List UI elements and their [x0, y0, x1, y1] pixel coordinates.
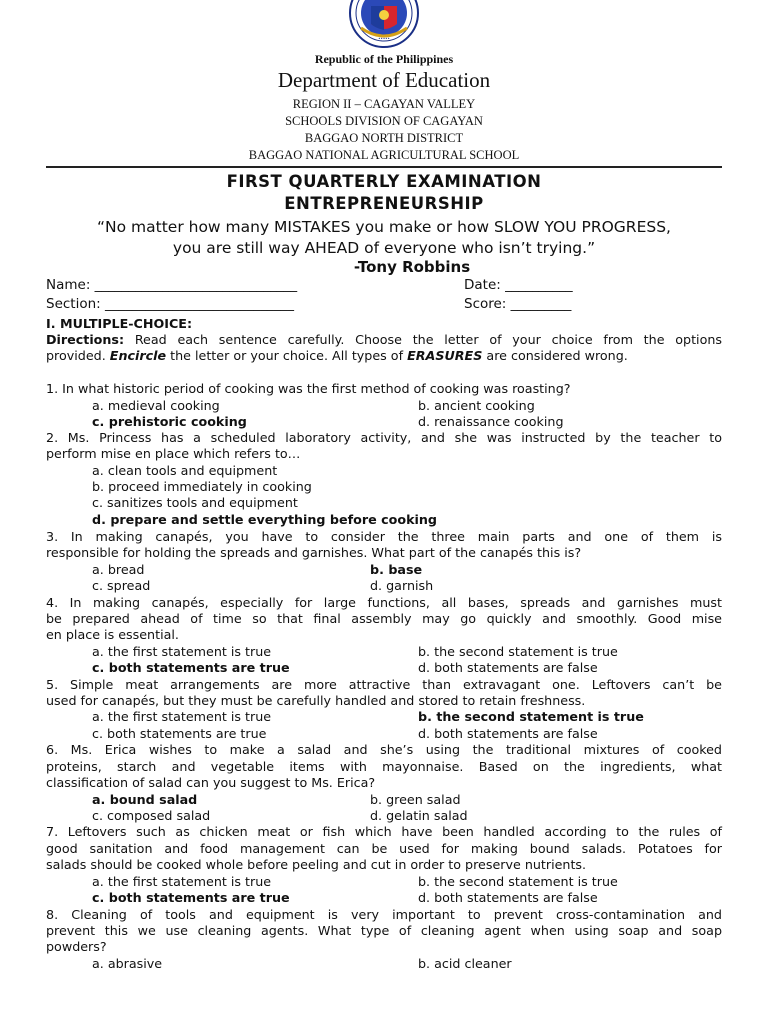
- directions-line-2: provided. Encircle the letter or your choice. All types of ERASURES are considered wrong.: [46, 348, 628, 363]
- question-6-stem-line-1: 6. Ms. Erica wishes to make a salad and she’s using the traditional mixtures of cooked: [46, 742, 722, 757]
- division-label: SCHOOLS DIVISION OF CAGAYAN: [285, 114, 483, 128]
- question-6-stem-line-2: proteins, starch and vegetable items with mayonnaise. Based on the ingredients, what: [46, 759, 722, 774]
- header-divider: [46, 166, 722, 168]
- question-4-stem-line-2: be prepared ahead of time so that final assembly may go quickly and smoothly. Good mise: [46, 611, 722, 626]
- question-5-stem-line-2: used for canapés, but they must be carefully handled and stored to retain freshness.: [46, 693, 586, 708]
- deped-seal-logo: [349, 0, 419, 48]
- q8-option-a[interactable]: a. abrasive: [92, 956, 163, 971]
- department-title: Department of Education: [277, 68, 491, 92]
- directions-line-1: Directions: Read each sentence carefully. Choose the letter of your choice from the options: [46, 332, 722, 347]
- question-4-stem-line-3: en place is essential.: [46, 627, 179, 642]
- date-field[interactable]: Date: __________: [464, 277, 573, 293]
- svg-text:•••••: •••••: [378, 36, 390, 41]
- section-heading: I. MULTIPLE-CHOICE:: [46, 316, 193, 331]
- region-label: REGION II – CAGAYAN VALLEY: [292, 97, 476, 111]
- q8-option-b[interactable]: b. acid cleaner: [418, 956, 512, 971]
- q6-option-a[interactable]: a. bound salad: [92, 792, 198, 807]
- question-7-stem-line-3: salads should be cooked whole before peeling and cut in order to preserve nutrients.: [46, 857, 587, 872]
- q3-option-a[interactable]: a. bread: [92, 562, 145, 577]
- question-8-stem-line-2: prevent this we use cleaning agents. What type of cleaning agent when using soap and soap: [46, 923, 722, 938]
- question-2-stem-line-2: perform mise en place which refers to…: [46, 446, 301, 461]
- q7-option-a[interactable]: a. the first statement is true: [92, 874, 272, 889]
- q4-option-a[interactable]: a. the first statement is true: [92, 644, 272, 659]
- question-8-stem-line-3: powders?: [46, 939, 107, 954]
- q7-option-b[interactable]: b. the second statement is true: [418, 874, 618, 889]
- q5-option-d[interactable]: d. both statements are false: [418, 726, 598, 741]
- q2-option-c[interactable]: c. sanitizes tools and equipment: [92, 495, 298, 510]
- question-4-stem-line-1: 4. In making canapés, especially for large functions, all bases, spreads and garnishes must: [46, 595, 722, 610]
- q3-option-b[interactable]: b. base: [370, 562, 423, 577]
- quote-author: -Tony Robbins: [353, 258, 471, 276]
- erasures-emphasis: ERASURES: [407, 348, 483, 363]
- directions-label: Directions:: [46, 332, 125, 347]
- quote-line-1: “No matter how many MISTAKES you make or how SLOW YOU PROGRESS,: [97, 218, 671, 236]
- q5-option-b[interactable]: b. the second statement is true: [418, 709, 644, 724]
- q4-option-c[interactable]: c. both statements are true: [92, 660, 290, 675]
- q1-option-a[interactable]: a. medieval cooking: [92, 398, 220, 413]
- question-8-stem-line-1: 8. Cleaning of tools and equipment is very important to prevent cross-contamination and: [46, 907, 722, 922]
- question-7-stem-line-1: 7. Leftovers such as chicken meat or fish which have been handled according to the rules of: [46, 824, 722, 839]
- question-3-stem-line-2: responsible for holding the spreads and garnishes. What part of the canapés this is?: [46, 545, 582, 560]
- q1-option-c[interactable]: c. prehistoric cooking: [92, 414, 247, 429]
- q6-option-b[interactable]: b. green salad: [370, 792, 461, 807]
- quote-line-2: you are still way AHEAD of everyone who isn’t trying.”: [172, 239, 596, 257]
- q1-option-d[interactable]: d. renaissance cooking: [418, 414, 564, 429]
- q6-option-d[interactable]: d. gelatin salad: [370, 808, 468, 823]
- score-field[interactable]: Score: _________: [464, 296, 572, 312]
- q1-option-b[interactable]: b. ancient cooking: [418, 398, 535, 413]
- q5-option-a[interactable]: a. the first statement is true: [92, 709, 272, 724]
- q7-option-d[interactable]: d. both statements are false: [418, 890, 598, 905]
- q5-option-c[interactable]: c. both statements are true: [92, 726, 267, 741]
- question-1-stem: 1. In what historic period of cooking was the first method of cooking was roasting?: [46, 381, 571, 396]
- question-7-stem-line-2: good sanitation and food management can be used for making bound salads. Potatoes for: [46, 841, 722, 856]
- q7-option-c[interactable]: c. both statements are true: [92, 890, 290, 905]
- exam-subject: ENTREPRENEURSHIP: [284, 194, 484, 213]
- exam-title: FIRST QUARTERLY EXAMINATION: [226, 172, 542, 191]
- q2-option-d[interactable]: d. prepare and settle everything before cooking: [92, 512, 437, 527]
- q4-option-b[interactable]: b. the second statement is true: [418, 644, 618, 659]
- q4-option-d[interactable]: d. both statements are false: [418, 660, 598, 675]
- encircle-emphasis: Encircle: [109, 348, 167, 363]
- q2-option-b[interactable]: b. proceed immediately in cooking: [92, 479, 312, 494]
- name-field[interactable]: Name: ______________________________: [46, 277, 298, 293]
- q3-option-d[interactable]: d. garnish: [370, 578, 434, 593]
- q2-option-a[interactable]: a. clean tools and equipment: [92, 463, 278, 478]
- question-2-stem-line-1: 2. Ms. Princess has a scheduled laboratory activity, and she was instructed by the teacher to: [46, 430, 722, 445]
- question-6-stem-line-3: classification of salad can you suggest to Ms. Erica?: [46, 775, 376, 790]
- question-3-stem-line-1: 3. In making canapés, you have to consider the three main parts and one of them is: [46, 529, 722, 544]
- q6-option-c[interactable]: c. composed salad: [92, 808, 211, 823]
- section-field[interactable]: Section: ____________________________: [46, 296, 294, 312]
- question-5-stem-line-1: 5. Simple meat arrangements are more attractive than extravagant one. Leftovers can’t be: [46, 677, 722, 692]
- district-label: BAGGAO NORTH DISTRICT: [304, 131, 464, 145]
- q3-option-c[interactable]: c. spread: [92, 578, 151, 593]
- republic-label: Republic of the Philippines: [314, 52, 454, 66]
- school-label: BAGGAO NATIONAL AGRICULTURAL SCHOOL: [248, 148, 520, 162]
